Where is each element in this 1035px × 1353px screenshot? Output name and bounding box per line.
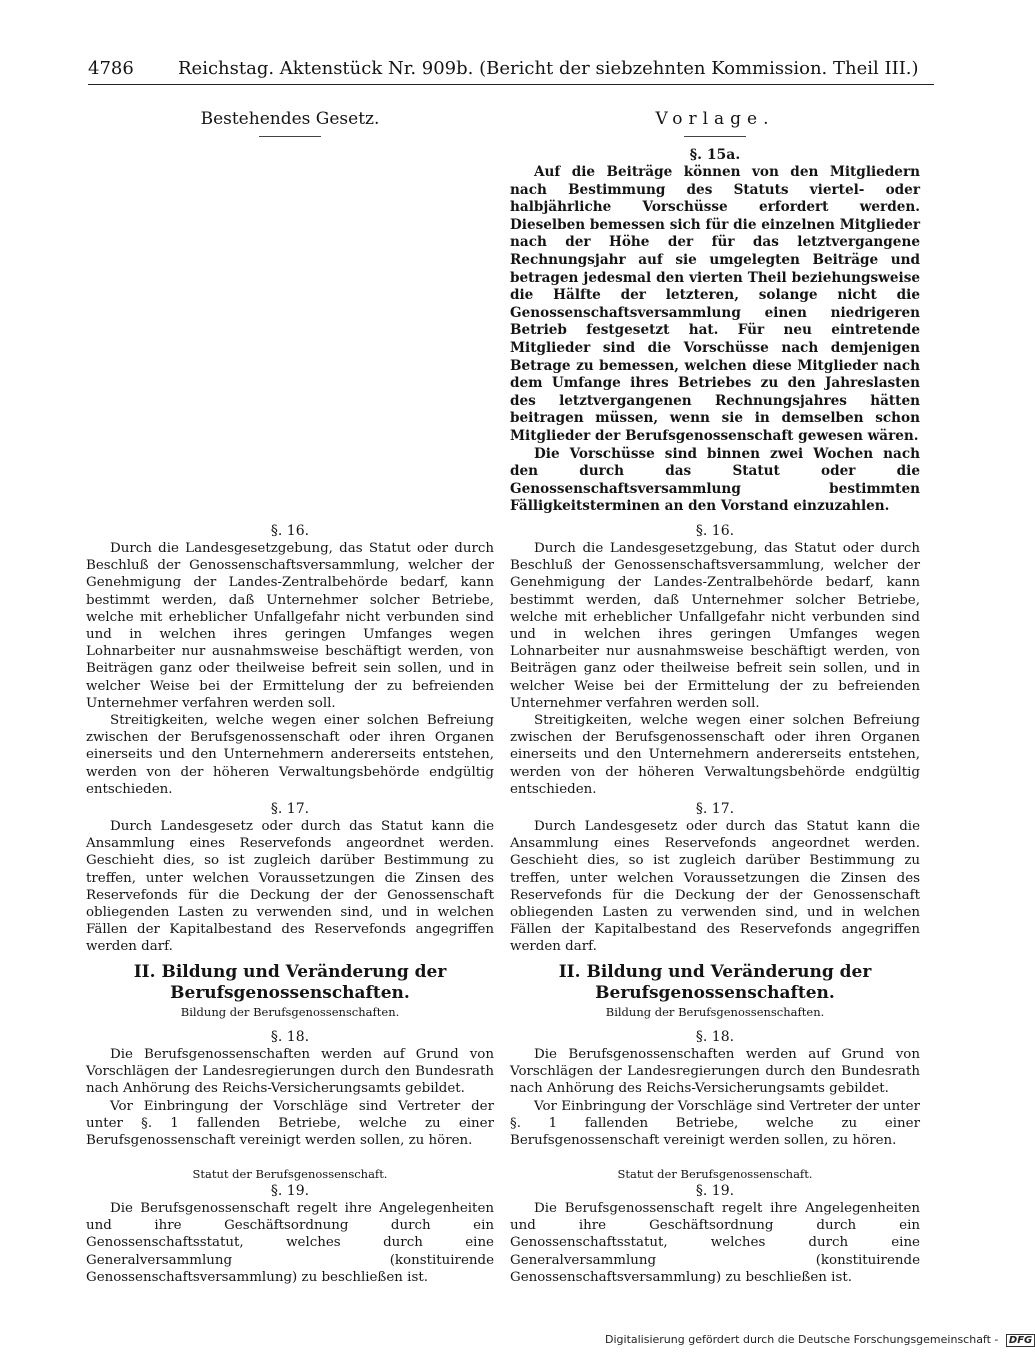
paragraph: Durch die Landesgesetzgebung, das Statut oder durch Beschluß der Genossenschaftsversammlung, welcher der Genehmigung der Landes-Zentralbehörde bedarf, kann bestimmt werden, daß Unternehmer solcher Betriebe, welche mit erheblicher Unfallgefahr nicht verbunden sind und in welchen ihres geringen Umfanges wegen Lohnarbeiter nur ausnahmsweise beschäftigt werden, von Beiträgen ganz oder theilweise befreit sein sollen, und in welcher Weise bei der Ermittelung der zu befreienden Unternehmer verfahren werden soll. <box>510 541 920 711</box>
paragraph: Die Berufsgenossenschaften werden auf Grund von Vorschlägen der Landesregierungen durch den Bundesrath nach Anhörung des Reichs-Versicherungsamts gebildet. <box>86 1047 494 1097</box>
dfg-logo: DFG <box>1006 1334 1035 1347</box>
paragraph: Die Berufsgenossenschaften werden auf Grund von Vorschlägen der Landesregierungen durch den Bundesrath nach Anhörung des Reichs-Versicherungsamts gebildet. <box>510 1047 920 1097</box>
left-part-2-heading <box>86 962 494 1020</box>
paragraph: Die Berufsgenossenschaft regelt ihre Angelegenheiten und ihre Geschäftsordnung durch ein Genossenschaftsstatut, welches durch eine Generalversammlung (konstituirende Genossenschaftsversammlung) zu beschließen ist. <box>510 1201 920 1285</box>
left-section-18 <box>86 1028 494 1149</box>
left-column-title: Bestehendes Gesetz. <box>200 109 380 129</box>
paragraph: Die Vorschüsse sind binnen zwei Wochen nach den durch das Statut oder die Genossenschaftsversammlung bestimmten Fälligkeitsterminen an den Vorstand einzuzahlen. <box>510 445 920 515</box>
left-section-16 <box>86 522 494 798</box>
page-number: 4786 <box>88 58 134 79</box>
left-section-19 <box>86 1166 494 1286</box>
part-heading: II. Bildung und Veränderung der Berufsgenossenschaften. <box>558 962 872 1003</box>
section-number: §. 16. <box>695 523 735 539</box>
right-part-2-heading <box>510 962 920 1020</box>
section-number: §. 17. <box>695 801 735 817</box>
paragraph: Streitigkeiten, welche wegen einer solchen Befreiung zwischen der Berufsgenossenschaft oder ihren Organen einerseits und den Unternehmern andererseits entstehen, werden von der höheren Verwaltungsbehörde endgültig entschieden. <box>510 713 920 797</box>
subheading: Bildung der Berufsgenossenschaften. <box>605 1005 825 1019</box>
section-number: §. 18. <box>270 1029 310 1045</box>
paragraph: Vor Einbringung der Vorschläge sind Vertreter der unter §. 1 fallenden Betriebe, welche zu einer Berufsgenossenschaft vereinigt werden sollen, zu hören. <box>86 1098 494 1149</box>
section-number: §. 19. <box>695 1183 735 1199</box>
subheading: Statut der Berufsgenossenschaft. <box>617 1167 813 1181</box>
paragraph: Die Berufsgenossenschaft regelt ihre Angelegenheiten und ihre Geschäftsordnung durch ein Genossenschaftsstatut, welches durch eine Generalversammlung (konstituirende Genossenschaftsversammlung) zu beschließen ist. <box>86 1201 494 1285</box>
right-section-18 <box>510 1028 920 1149</box>
paragraph: Vor Einbringung der Vorschläge sind Vertreter der unter §. 1 fallenden Betriebe, welche zu einer Berufsgenossenschaft vereinigt werden sollen, zu hören. <box>510 1098 920 1149</box>
header-rule <box>88 84 934 85</box>
right-column-title: Vorlage. <box>655 109 775 129</box>
paragraph: Streitigkeiten, welche wegen einer solchen Befreiung zwischen der Berufsgenossenschaft oder ihren Organen einerseits und den Unternehmern andererseits entstehen, werden von der höheren Verwaltungsbehörde endgültig entschieden. <box>86 713 494 797</box>
section-number: §. 16. <box>270 523 310 539</box>
right-section-16 <box>510 522 920 798</box>
section-number: §. 15a. <box>689 147 741 163</box>
paragraph: Durch Landesgesetz oder durch das Statut kann die Ansammlung eines Reservefonds angeordnet werden. Geschieht dies, so ist zugleich darüber Bestimmung zu treffen, unter welchen Voraussetzungen die Zinsen des Reservefonds für die Deckung der der Genossenschaft obliegenden Lasten zu verwenden sind, und in welchen Fällen der Kapitalbestand des Reservefonds angegriffen werden darf. <box>86 819 494 955</box>
part-heading: II. Bildung und Veränderung der Berufsgenossenschaften. <box>133 962 447 1003</box>
running-title: Reichstag. Aktenstück Nr. 909b. (Bericht der siebzehnten Kommission. Theil III.) <box>178 58 919 79</box>
section-number: §. 19. <box>270 1183 310 1199</box>
title-divider <box>259 136 321 137</box>
section-number: §. 17. <box>270 801 310 817</box>
paragraph: Durch die Landesgesetzgebung, das Statut oder durch Beschluß der Genossenschaftsversammlung, welcher der Genehmigung der Landes-Zentralbehörde bedarf, kann bestimmt werden, daß Unternehmer solcher Betriebe, welche mit erheblicher Unfallgefahr nicht verbunden sind und in welchen ihres geringen Umfanges wegen Lohnarbeiter nur ausnahmsweise beschäftigt werden, von Beiträgen ganz oder theilweise befreit sein sollen, und in welcher Weise bei der Ermittelung der zu befreienden Unternehmer verfahren werden soll. <box>86 541 494 711</box>
subheading: Bildung der Berufsgenossenschaften. <box>180 1005 400 1019</box>
paragraph: Auf die Beiträge können von den Mitgliedern nach Bestimmung des Statuts viertel- oder halbjährliche Vorschüsse erfordert werden. Dieselben bemessen sich für die einzelnen Mitglieder nach der Höhe der für das letztvergangene Rechnungsjahr auf sie umgelegten Beiträge und betragen jedesmal den vierten Theil beziehungsweise die Hälfte der letzteren, solange nicht die Genossenschaftsversammlung einen niedrigeren Betrieb festgesetzt hat. Für neu eintretende Mitglieder sind die Vorschüsse nach demjenigen Betrage zu bemessen, welchen diese Mitglieder nach dem Umfange ihres Betriebes zu den Jahreslasten des letztvergangenen Rechnungsjahres hätten beitragen müssen, wenn sie in demselben schon Mitglieder der Berufsgenossenschaft gewesen wären. <box>510 164 920 444</box>
section-number: §. 18. <box>695 1029 735 1045</box>
right-section-15a <box>510 146 920 516</box>
right-section-19 <box>510 1166 920 1286</box>
digitization-footer <box>605 1333 1035 1347</box>
subheading: Statut der Berufsgenossenschaft. <box>192 1167 388 1181</box>
left-section-17 <box>86 800 494 956</box>
right-section-17 <box>510 800 920 956</box>
footer-text: Digitalisierung gefördert durch die Deutsche Forschungsgemeinschaft - <box>605 1333 999 1346</box>
title-divider <box>684 136 746 137</box>
paragraph: Durch Landesgesetz oder durch das Statut kann die Ansammlung eines Reservefonds angeordnet werden. Geschieht dies, so ist zugleich darüber Bestimmung zu treffen, unter welchen Voraussetzungen die Zinsen des Reservefonds für die Deckung der der Genossenschaft obliegenden Lasten zu verwenden sind, und in welchen Fällen der Kapitalbestand des Reservefonds angegriffen werden darf. <box>510 819 920 955</box>
